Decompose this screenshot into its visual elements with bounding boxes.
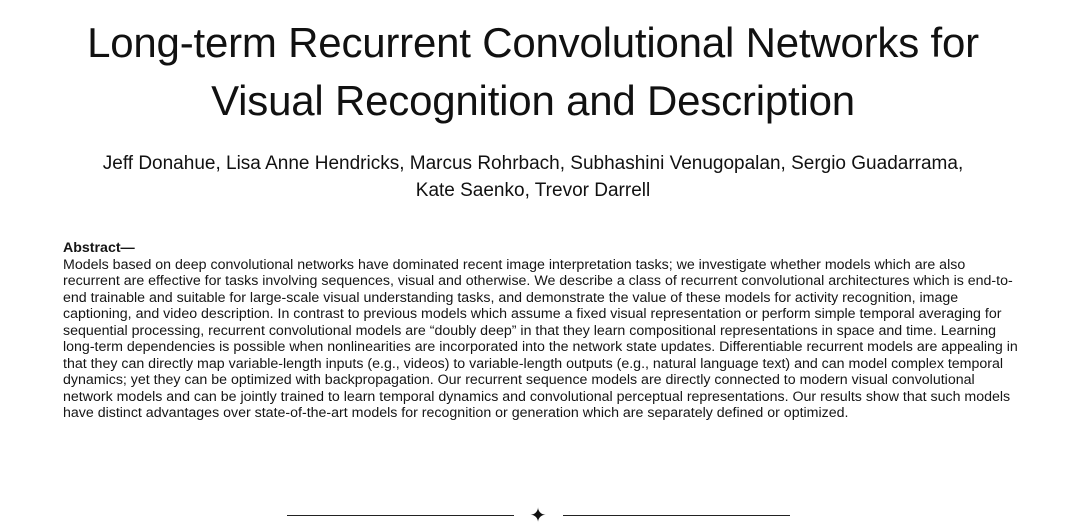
divider-line-right: [563, 515, 790, 516]
author-list: [0, 150, 1066, 204]
paper-title: [0, 14, 1066, 130]
divider-star-icon: ✦: [529, 503, 547, 527]
paper-title-line-1: Long-term Recurrent Convolutional Networks for: [87, 19, 979, 66]
abstract-section: [63, 240, 1023, 422]
author-line-2: Kate Saenko, Trevor Darrell: [415, 180, 651, 201]
abstract-heading: Abstract—: [63, 240, 135, 256]
author-line-1: Jeff Donahue, Lisa Anne Hendricks, Marcus Rohrbach, Subhashini Venugopalan, Sergio Guadarrama,: [102, 153, 964, 174]
abstract-body: Models based on deep convolutional networks have dominated recent image interpretation tasks; we investigate whether models which are also recurrent are effective for tasks involving sequences, visual and otherwise. We describe a class of recurrent convolutional architectures which is end-to-end trainable and suitable for large-scale visual understanding tasks, and demonstrate the value of these models for activity recognition, image captioning, and video description. In contrast to previous models which assume a fixed visual representation or perform simple temporal averaging for sequential processing, recurrent convolutional models are “doubly deep” in that they learn compositional representations in space and time. Learning long-term dependencies is possible when nonlinearities are incorporated into the network state updates. Differentiable recurrent models are appealing in that they can directly map variable-length inputs (e.g., videos) to variable-length outputs (e.g., natural language text) and can model complex temporal dynamics; yet they can be optimized with backpropagation. Our recurrent sequence models are directly connected to modern visual convolutional network models and can be jointly trained to learn temporal dynamics and convolutional perceptual representations. Our results show that such models have distinct advantages over state-of-the-art models for recognition or generation which are separately defined or optimized.: [63, 256, 1018, 421]
divider-line-left: [287, 515, 514, 516]
section-divider: [0, 503, 1066, 527]
paper-title-line-2: Visual Recognition and Description: [211, 77, 855, 124]
